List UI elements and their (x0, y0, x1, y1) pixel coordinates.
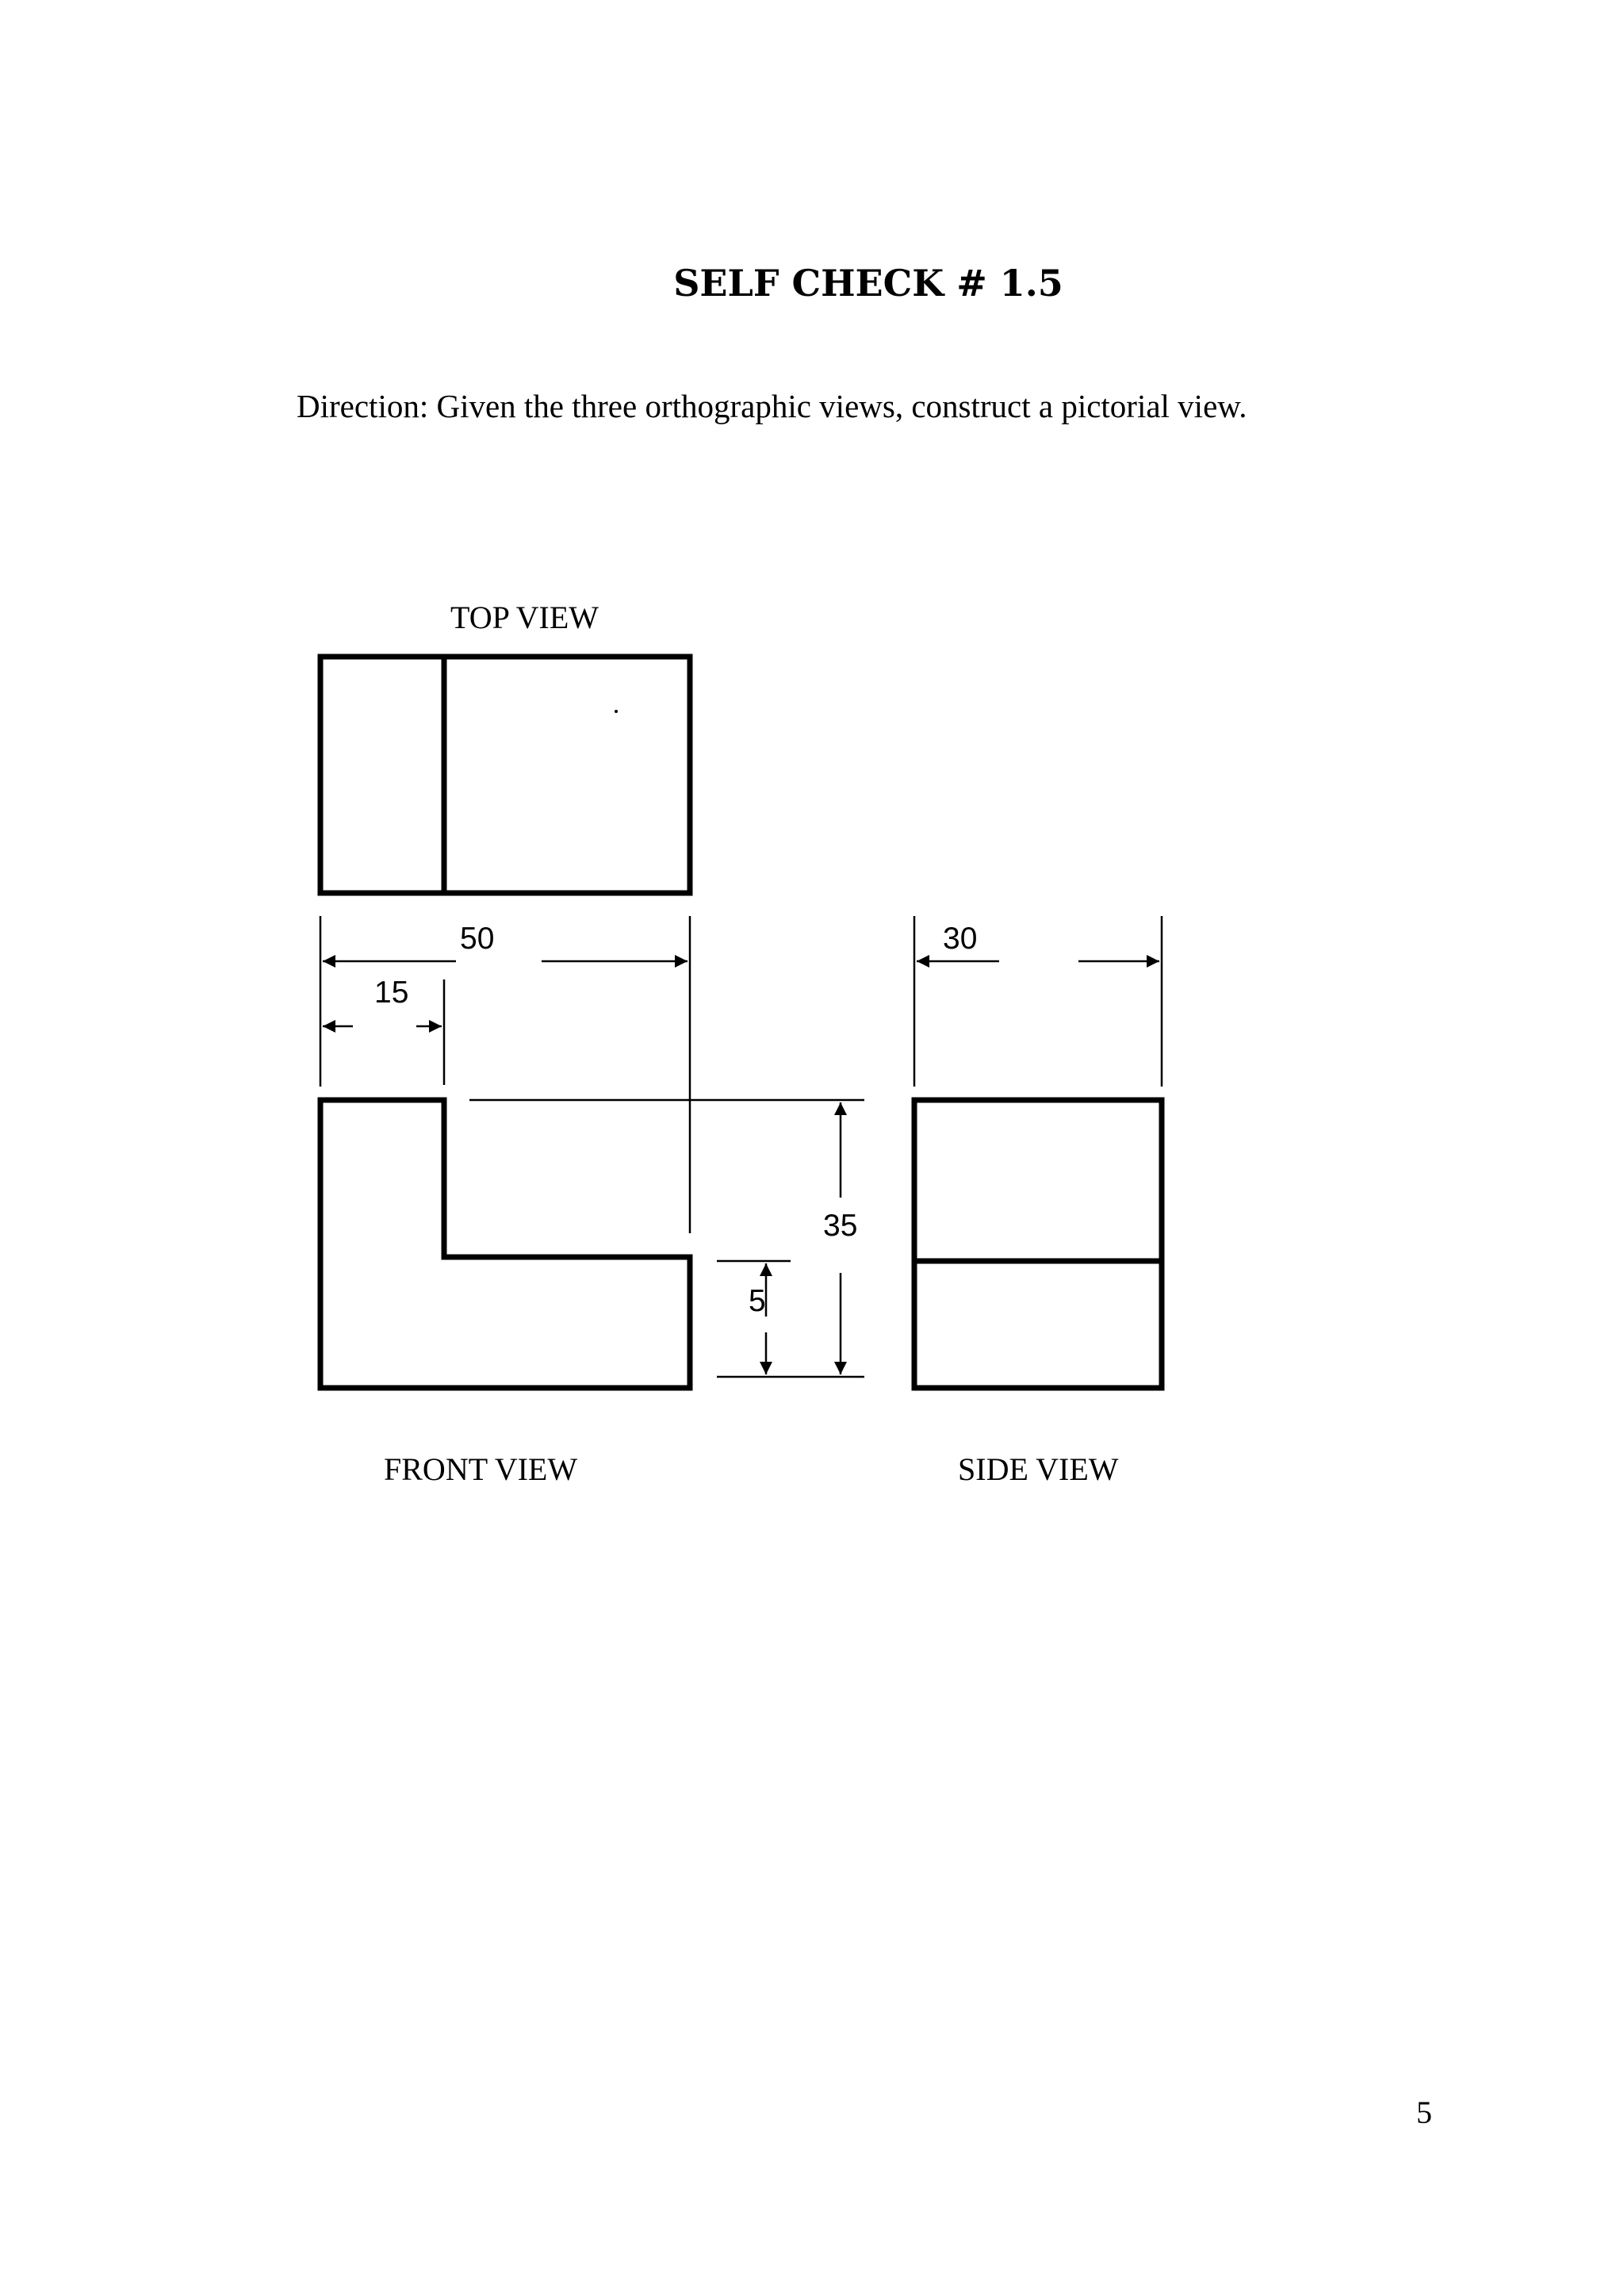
page-number: 5 (1416, 2095, 1432, 2130)
top-view-label: TOP VIEW (450, 600, 599, 635)
dim-5-label: 5 (749, 1284, 766, 1318)
top-view (320, 657, 690, 893)
dim-50-label: 50 (460, 922, 495, 956)
side-view (914, 1100, 1162, 1388)
vertical-dimensions (469, 1100, 864, 1377)
side-view-label: SIDE VIEW (958, 1451, 1119, 1487)
dim-30-label: 30 (943, 922, 978, 956)
stray-dot (615, 710, 618, 713)
direction-text: Direction: Given the three orthographic views, construct a pictorial view. (297, 388, 1247, 424)
dim-15-label: 15 (374, 976, 409, 1010)
front-view (320, 1100, 690, 1388)
page-title: SELF CHECK # 1.5 (673, 262, 1063, 305)
front-view-label: FRONT VIEW (384, 1451, 578, 1487)
dim-35-label: 35 (823, 1209, 858, 1243)
